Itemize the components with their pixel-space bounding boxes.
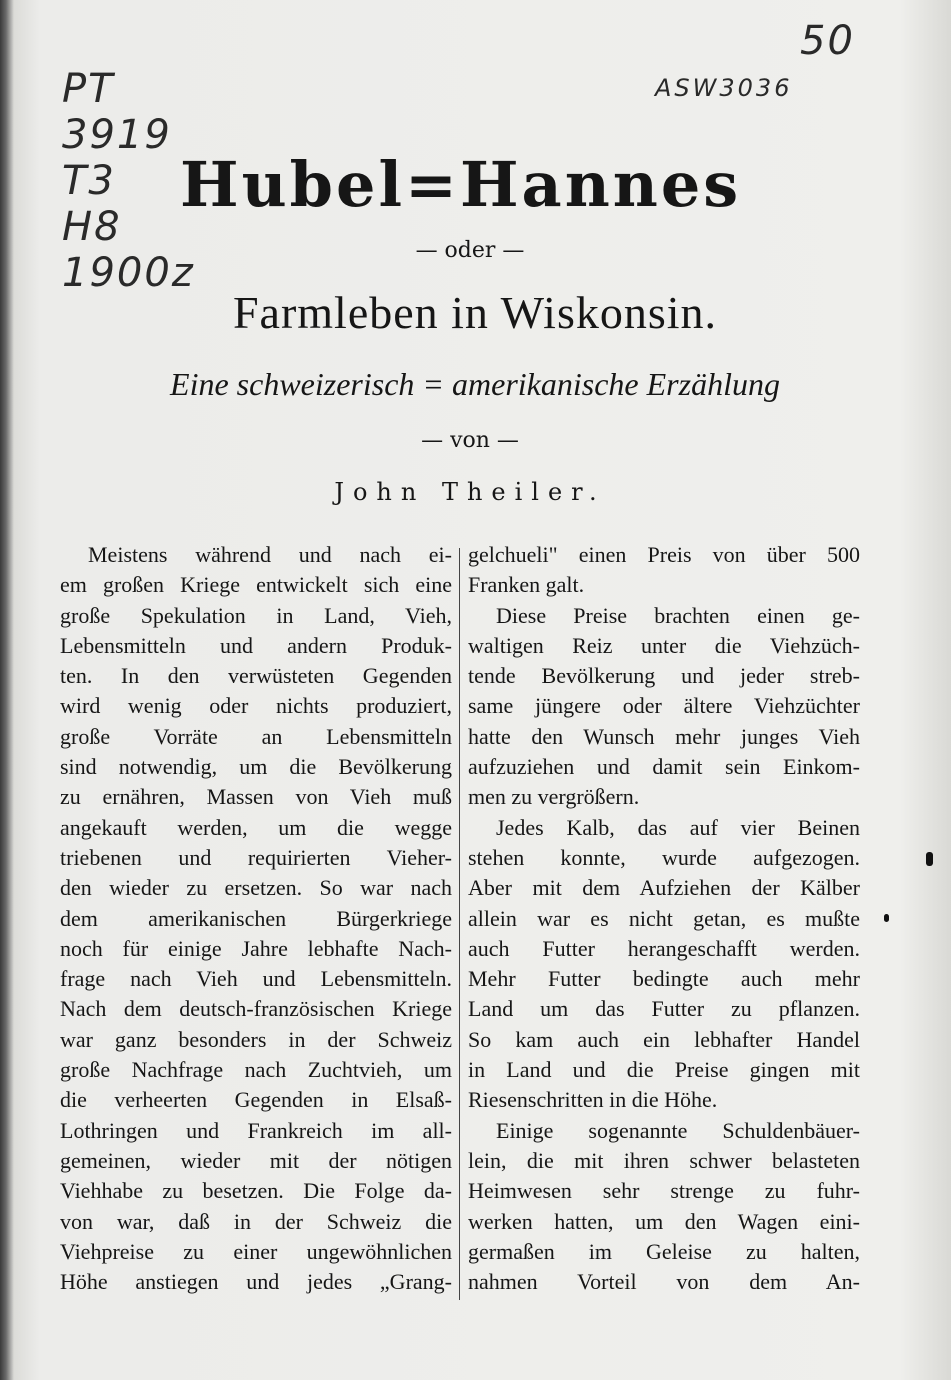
author-name: John Theiler.	[334, 478, 606, 506]
text-line: war ganz besonders in der Schweiz	[60, 1026, 452, 1052]
text-line: nahmen Vorteil von dem An-	[468, 1269, 860, 1295]
author-connector: — von —	[421, 428, 519, 453]
handwritten-accession-number: ASW3036	[655, 74, 793, 102]
handwritten-call-number	[62, 66, 195, 296]
column-divider	[459, 548, 460, 1300]
text-line: So kam auch ein lebhafter Handel	[468, 1026, 860, 1052]
text-line: große Spekulation in Land, Vieh,	[60, 602, 452, 628]
text-line: tende Bevölkerung und jeder streb-	[468, 663, 860, 689]
call-number-line: H8	[62, 204, 122, 250]
text-line: germaßen im Geleise zu halten,	[468, 1238, 860, 1264]
text-line: em großen Kriege entwickelt sich eine	[60, 572, 452, 598]
text-line: Einige sogenannte Schuldenbäuer-	[496, 1117, 860, 1143]
text-line: Diese Preise brachten einen ge-	[496, 602, 860, 628]
text-line: die verheerten Gegenden in Elsaß-	[60, 1087, 452, 1113]
text-line: Aber mit dem Aufziehen der Kälber	[468, 875, 860, 901]
text-line: sind notwendig, um die Bevölkerung	[60, 754, 452, 780]
text-line: Viehpreise zu einer ungewöhnlichen	[60, 1238, 452, 1264]
text-line: in Land und die Preise gingen mit	[468, 1057, 860, 1083]
text-line: frage nach Vieh und Lebensmitteln.	[60, 966, 452, 992]
text-line: Franken galt.	[468, 572, 585, 598]
text-line: Lothringen und Frankreich im all-	[60, 1117, 452, 1143]
text-line: triebenen und requirierten Vieher-	[60, 844, 452, 870]
body-column-right	[468, 540, 860, 1297]
text-line: Nach dem deutsch-französischen Kriege	[60, 996, 452, 1022]
text-line: waltigen Reiz unter die Viehzüch-	[468, 632, 860, 658]
text-line: werken hatten, um den Wagen eini-	[468, 1208, 860, 1234]
text-line: Lebensmitteln und andern Produk-	[60, 632, 452, 658]
text-line: hatte den Wunsch mehr junges Vieh	[468, 723, 860, 749]
scan-speck	[884, 914, 889, 922]
text-line: Jedes Kalb, das auf vier Beinen	[496, 814, 860, 840]
body-column-left	[60, 540, 452, 1297]
text-line: noch für einige Jahre lebhafte Nach-	[60, 935, 452, 961]
call-number-line: 3919	[62, 112, 172, 158]
text-line: gelchueli" einen Preis von über 500	[468, 542, 860, 567]
text-line: von war, daß in der Schweiz die	[60, 1208, 452, 1234]
call-number-line: 1900z	[62, 250, 195, 296]
text-line: auch Futter herangeschafft werden.	[468, 935, 860, 961]
text-line: angekauft werden, um die wegge	[60, 814, 452, 840]
text-line: allein war es nicht getan, es mußte	[468, 905, 860, 931]
text-line: lein, die mit ihren schwer belasteten	[468, 1147, 860, 1173]
text-line: Mehr Futter bedingte auch mehr	[468, 966, 860, 992]
text-line: Viehhabe zu besetzen. Die Folge da-	[60, 1178, 452, 1204]
text-line: ten. In den verwüsteten Gegenden	[60, 663, 452, 689]
text-line: große Vorräte an Lebensmitteln	[60, 723, 452, 749]
call-number-line: PT	[62, 66, 115, 112]
title-connector: — oder —	[415, 238, 525, 263]
text-line: Meistens während und nach ei-	[88, 542, 452, 567]
text-line: wird wenig oder nichts produziert,	[60, 693, 452, 719]
document-tagline: Eine schweizerisch = amerikanische Erzählung	[170, 366, 780, 402]
text-line: stehen konnte, wurde aufgezogen.	[468, 844, 860, 870]
text-line: aufzuziehen und damit sein Einkom-	[468, 754, 860, 780]
document-subtitle: Farmleben in Wiskonsin.	[232, 287, 718, 338]
scan-speck	[926, 852, 933, 866]
text-line: zu ernähren, Massen von Vieh muß	[60, 784, 452, 810]
text-line: Höhe anstiegen und jedes „Grang-	[60, 1269, 452, 1295]
text-line: Land um das Futter zu pflanzen.	[468, 996, 860, 1022]
text-line: Heimwesen sehr strenge zu fuhr-	[468, 1178, 860, 1204]
text-line: Riesenschritten in die Höhe.	[468, 1087, 718, 1113]
text-line: große Nachfrage nach Zuchtvieh, um	[60, 1057, 452, 1083]
text-line: den wieder zu ersetzen. So war nach	[60, 875, 452, 901]
document-title: Hubel=Hannes	[180, 148, 742, 221]
text-line: same jüngere oder ältere Viehzüchter	[468, 693, 860, 719]
text-line: dem amerikanischen Bürgerkriege	[60, 905, 452, 931]
text-line: gemeinen, wieder mit der nötigen	[60, 1147, 452, 1173]
call-number-line: T3	[62, 158, 116, 204]
handwritten-page-number: 50	[800, 18, 855, 64]
text-line: men zu vergrößern.	[468, 784, 640, 810]
